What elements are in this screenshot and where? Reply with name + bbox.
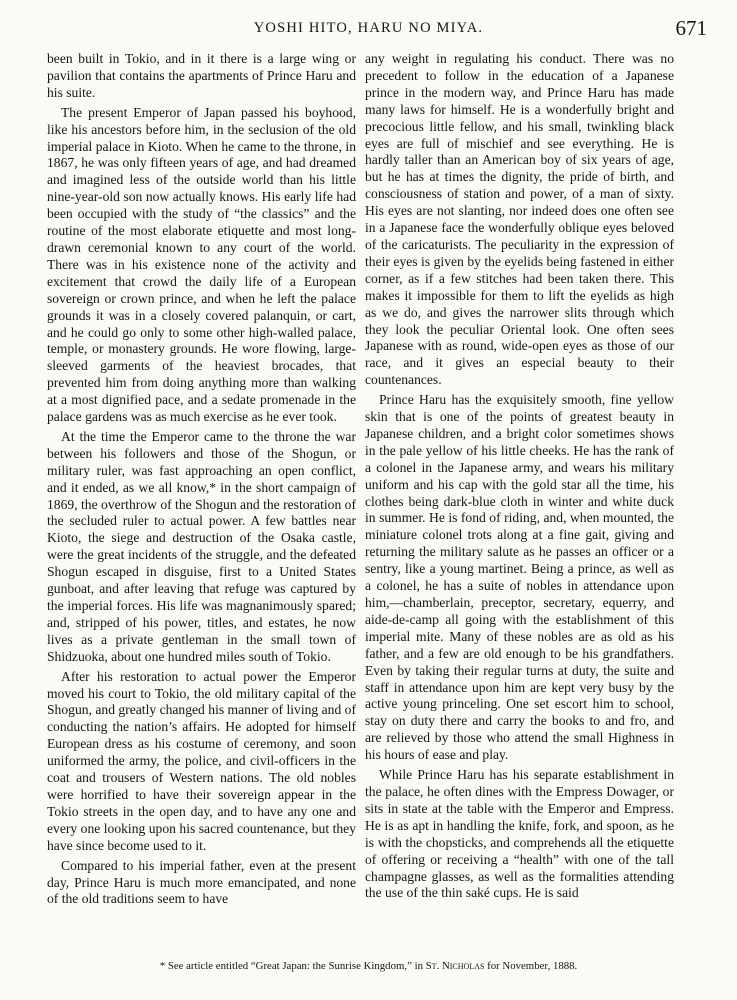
page-header	[0, 14, 737, 44]
footnote-text-after: for November, 1888.	[484, 960, 578, 972]
paragraph: At the time the Emperor came to the throne the war between his followers and those of the Shogun, or military ruler, was fast approaching an open conflict, and it ended, as we all know,* in the short campaign of 1869, the overthrow of the Shogun and the restoration of the secluded ruler to actual power. A few battles near Kioto, the siege and destruction of the Osaka castle, were the great incidents of the struggle, and the defeated Shogun escaped in disguise, first to a United States gunboat, and after leaving that refuge was captured by the imperial forces. His life was magnanimously spared; and, stripped of his power, titles, and estates, he now lives as a private gentleman in the small town of Shidzuoka, about one hundred miles south of Tokio.	[47, 428, 356, 664]
paragraph: The present Emperor of Japan passed his boyhood, like his ancestors before him, in the seclusion of the old imperial palace in Kioto. When he came to the throne, in 1867, he was only fifteen years of age, and had dreamed and imagined less of the outside world than his little nine-year-old son now actually knows. His early life had been occupied with the study of “the classics” and the routine of the most elaborate etiquette and most long-drawn ceremonial known to any court of the world. There was in his existence none of the activity and excitement that crowd the daily life of a European sovereign or crown prince, and when he left the palace grounds it was in a closely covered palanquin, or cart, and he could go only to some other high-walled palace, temple, or monastery grounds. He wore flowing, large-sleeved garments of the heaviest brocades, that prevented him from doing anything more than walking at a most dignified pace, and a sedate promenade in the palace gardens was as much exercise as he ever took.	[47, 104, 356, 425]
footnote-text-before: * See article entitled “Great Japan: the Sunrise Kingdom,” in	[159, 960, 426, 972]
footnote-magazine-name: St. Nicholas	[425, 960, 485, 972]
paragraph: Compared to his imperial father, even at the present day, Prince Haru is much more emancipated, and none of the old traditions seem to have	[47, 857, 356, 907]
paragraph: While Prince Haru has his separate establishment in the palace, he often dines with the Empress Dowager, or sits in state at the table with the Emperor and Empress. He is as apt in handling the knife, fork, and spoon, as he is with the chopsticks, and comprehends all the etiquette of offering or receiving a “health” with one of the tall champagne glasses, as well as the formalities attending the use of the thin saké cups. He is said	[365, 767, 674, 901]
paragraph: any weight in regulating his conduct. There was no precedent to follow in the education of a Japanese prince in the modern way, and Prince Haru has made many laws for himself. He is a wonderfully bright and precocious little fellow, and his small, twinkling black eyes are full of mischief and see everything. He is hardly taller than an American boy of six years of age, but he has at times the dignity, the pride of birth, and consciousness of station and power, of a man of sixty. His eyes are not slanting, nor indeed does one often see in a Japanese face the wonderfully oblique eyes beloved of the caricaturists. The peculiarity in the expression of their eyes is given by the eyelids being fastened in either corner, as if a few stitches had been taken there. This makes it impossible for them to lift the eyelids as high as we do, and gives the narrower slits through which they look the peculiar Oriental look. One often sees Japanese with as round, wide-open eyes as those of our race, and it gives an especial beauty to their countenances.	[365, 51, 674, 388]
paragraph: Prince Haru has the exquisitely smooth, fine yellow skin that is one of the points of greatest beauty in Japanese children, and a bright color sometimes shows in the pale yellow of his little cheeks. He has the rank of a colonel in the Japanese army, and wears his military uniform and his cap with the gold star all the time, his clothes being dark-blue cloth in winter and white duck in summer. He is fond of riding, and, when mounted, the miniature colonel trots along at a fine gait, giving and returning the military salute as he passes an officer or a sentry, like a young martinet. Being a prince, as well as a colonel, he has a suite of nobles in attendance upon him,—chamberlain, preceptor, secretary, equerry, and aide-de-camp all going with the establishment of this imperial mite. Many of these nobles are as old as his father, and a few are old enough to be his grandfathers. Even by taking their regular turns at duty, the suite and staff in attendance upon him are kept very busy by the active young princeling. One set escort him to school, stay on duty there and carry the books to and fro, and are relieved by those who attend the small Highness in his hours of ease and play.	[365, 392, 674, 763]
left-column	[47, 51, 356, 908]
paragraph: After his restoration to actual power the Emperor moved his court to Tokio, the old military capital of the Shogun, and greatly changed his manner of living and of conducting the nation’s affairs. He adopted for himself European dress as his costume of ceremony, and soon uniformed the army, the police, and civil-officers in the coat and trousers of Western nations. The old nobles were horrified to have their sovereign appear in the Tokio streets in the open day, and to have any one and every one looking upon his sacred countenance, but they have since become used to it.	[47, 668, 356, 853]
paragraph: been built in Tokio, and in it there is a large wing or pavilion that contains the apartments of Prince Haru and his suite.	[47, 51, 356, 100]
right-column	[365, 51, 674, 902]
page-number: 671	[675, 16, 707, 40]
running-head: YOSHI HITO, HARU NO MIYA.	[253, 20, 484, 36]
footnote	[0, 960, 737, 972]
